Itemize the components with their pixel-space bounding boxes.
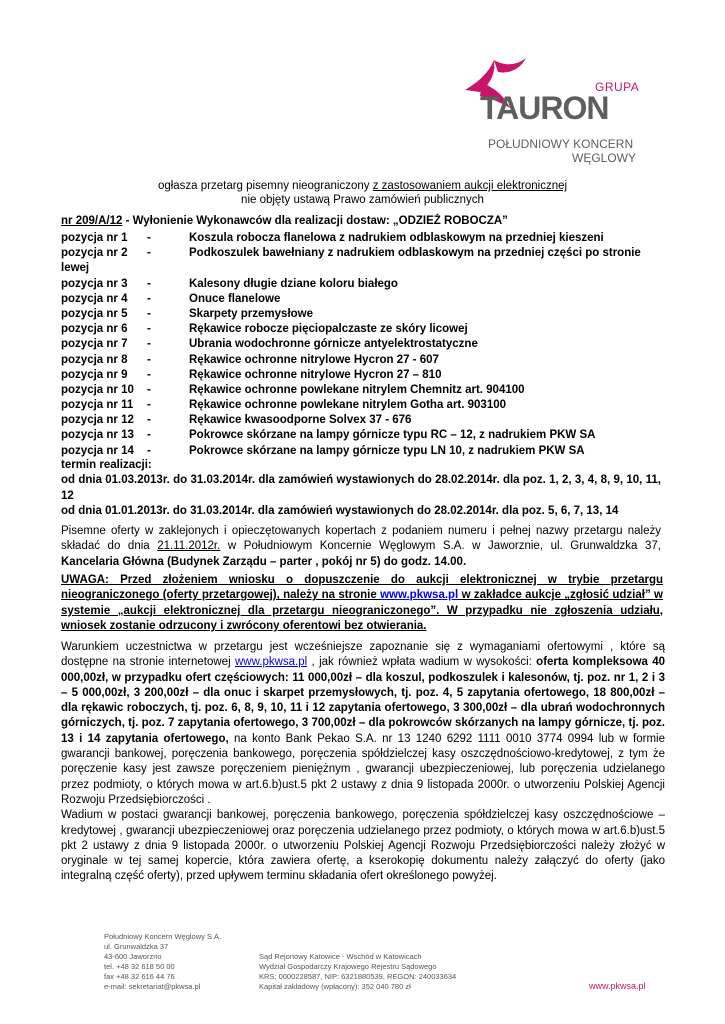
- intro-line-2: nie objęty ustawą Prawo zamówień publicznych: [241, 194, 484, 206]
- position-label: pozycja nr 14: [61, 444, 134, 457]
- position-dash: -: [147, 399, 151, 412]
- position-row: [61, 246, 671, 261]
- position-text: Rękawice ochronne powlekane nitrylem Chemnitz art. 904100: [189, 383, 525, 396]
- uwaga-text-end: w zakładce aukcje „zgłosić udział” w systemie „aukcji elektronicznej dla przetargu nieograniczonego”. W przypadku nie zgłoszenia udziału, wniosek zostanie odrzucony i zwrócony oferentowi bez otwierania.: [61, 589, 663, 632]
- position-row: [61, 353, 671, 368]
- position-text: Skarpety przemysłowe: [189, 307, 314, 320]
- offers-date: 21.11.2012r.: [157, 540, 221, 553]
- position-dash: -: [147, 323, 151, 336]
- position-label: pozycja nr 8: [61, 353, 128, 366]
- conditions-paragraph-1: [61, 640, 665, 808]
- position-text: Kalesony długie dziane koloru białego: [189, 277, 398, 290]
- position-row: [61, 322, 671, 337]
- footer-line: 43-600 Jaworzno: [104, 952, 162, 961]
- position-label: pozycja nr 5: [61, 307, 128, 320]
- tender-number: nr 209/A/12: [61, 215, 123, 227]
- position-row: [61, 337, 671, 352]
- position-dash: -: [147, 414, 151, 427]
- offers-paragraph: [61, 524, 661, 570]
- position-label: pozycja nr 3: [61, 277, 128, 290]
- term-section: [61, 458, 661, 519]
- conditions-paragraph-2: Wadium w postaci gwarancji bankowej, poręczenia bankowego, poręczenia spółdzielczej kasy oszczędnościowe – kredytowej , gwarancji ubezpieczeniowej oraz poręczenia udzielanego przez podmioty, o których mowa w art.6.b)ust.5 pkt 2 ustawy z dnia 9 listopada 2000r. o utworzeniu Polskiej Agencji Rozwoju Przedsiębiorczości należy złożyć w oryginale w tej samej kopercie, która zawiera ofertę, a kserokopię dokumentu należy załączyć do oferty (jako integralną część oferty), przed upływem terminu składania ofert określonego powyżej.: [61, 809, 665, 883]
- footer-line: Kapitał zakładowy (wpłacony): 352 040 780 zł: [259, 982, 411, 991]
- position-text: Pokrowce skórzane na lampy górnicze typu RC – 12, z nadrukiem PKW SA: [189, 429, 596, 442]
- tender-title: [61, 215, 508, 227]
- position-text: Rękawice ochronne nitrylowe Hycron 27 - 607: [189, 353, 439, 366]
- tauron-logo: [460, 52, 670, 167]
- position-label: pozycja nr 10: [61, 383, 134, 396]
- position-row: [61, 413, 671, 428]
- uwaga-link[interactable]: www.pkwsa.pl: [380, 589, 459, 602]
- position-row: [61, 231, 671, 246]
- position-text: Koszula robocza flanelowa z nadrukiem odblaskowym na przedniej kieszeni: [189, 232, 604, 244]
- position-label: pozycja nr 7: [61, 338, 128, 351]
- footer-website-link[interactable]: www.pkwsa.pl: [589, 981, 646, 991]
- conditions-deposit-amounts: oferta kompleksowa 40 000,00zł, w przypadku ofert częściowych: 11 000,00zł – dla koszul, podkoszulek i kalesonów, tj. poz. nr 1, 2 i 3 – 5 000,00zł, 3 200,00zł – dla onuc i skarpet przemysłowych, tj. poz. 4, 5 zapytania ofertowego, 18 800,00zł – dla rękawic roboczych, tj. poz. 6, 8, 9, 10, 11 i 12 zapytania ofertowego, 3 300,00zł – dla ubrań wodochronnych górniczych, tj. poz. 7 zapytania ofertowego, 3 700,00zł – dla pokrowców skórzanych na lampy górnicze, tj. poz. 13 i 14 zapytania ofertowego,: [61, 656, 665, 745]
- conditions-text: Warunkiem uczestnictwa w przetargu jest wcześniejsze zapoznanie się z wymaganiami ofertowymi , które są dostępne na stronie internetowej: [61, 641, 665, 669]
- position-dash: -: [147, 307, 151, 320]
- offers-address: w Południowym Koncernie Węglowym S.A. w Jaworznie, ul. Grunwaldzka 37,: [220, 540, 661, 553]
- logo-grupa: GRUPA: [595, 80, 640, 94]
- position-text-cont: lewej: [61, 262, 90, 275]
- position-label: pozycja nr 9: [61, 368, 128, 381]
- position-dash: -: [147, 429, 151, 442]
- position-text: Rękawice kwasoodporne Solvex 37 - 676: [189, 414, 412, 427]
- footer-line: Południowy Koncern Węglowy S.A.: [104, 932, 222, 941]
- footer-line: e-mail: sekretariat@pkwsa.pl: [104, 982, 201, 991]
- position-text: Podkoszulek bawełniany z nadrukiem odblaskowym na przedniej części po stronie: [189, 247, 641, 260]
- positions-list: [61, 231, 671, 459]
- position-dash: -: [147, 353, 151, 366]
- uwaga-paragraph: [61, 573, 663, 634]
- position-text: Ubrania wodochronne górnicze antyelektrostatyczne: [189, 338, 478, 351]
- conditions-link[interactable]: www.pkwsa.pl: [234, 656, 308, 669]
- footer-registry: [259, 952, 456, 992]
- position-row-continuation: [61, 261, 671, 276]
- footer-line: tel. +48 32 618 50 00: [104, 962, 175, 971]
- position-text: Onuce flanelowe: [189, 292, 281, 305]
- position-row: [61, 428, 671, 443]
- position-dash: -: [147, 277, 151, 290]
- conditions-section: [61, 640, 665, 885]
- position-row: [61, 368, 671, 383]
- offers-section: [61, 524, 661, 570]
- term-line-2: od dnia 01.01.2013r. do 31.03.2014r. dla zamówień wystawionych do 28.02.2014r. dla poz. 5, 6, 7, 13, 14: [61, 504, 619, 517]
- position-dash: -: [147, 444, 151, 457]
- footer-line: Wydział Gospodarczy Krajowego Rejestru Sądowego: [259, 962, 437, 971]
- position-row: [61, 292, 671, 307]
- position-label: pozycja nr 12: [61, 414, 134, 427]
- footer-line: fax +48 32 616 44 76: [104, 972, 175, 981]
- position-dash: -: [147, 292, 151, 305]
- position-label: pozycja nr 11: [61, 399, 134, 412]
- position-dash: -: [147, 232, 151, 244]
- position-row: [61, 383, 671, 398]
- position-label: pozycja nr 6: [61, 323, 128, 336]
- position-dash: -: [147, 338, 151, 351]
- tender-description: - Wyłonienie Wykonawców dla realizacji dostaw: „ODZIEŻ ROBOCZA”: [122, 215, 508, 227]
- position-text: Pokrowce skórzane na lampy górnicze typu LN 10, z nadrukiem PKW SA: [189, 444, 585, 457]
- position-dash: -: [147, 383, 151, 396]
- position-label: pozycja nr 13: [61, 429, 134, 442]
- position-row: [61, 444, 671, 459]
- position-text: Rękawice robocze pięciopalczaste ze skóry licowej: [189, 323, 468, 336]
- position-label: pozycja nr 4: [61, 292, 128, 305]
- footer-line: Sąd Rejonowy Katowice - Wschód w Katowicach: [259, 952, 422, 961]
- offers-text: Pisemne oferty w zaklejonych i opieczętowanych kopertach z podaniem numeru i pełnej nazwy przetargu należy składać do dnia: [61, 525, 661, 553]
- footer-line: KRS: 0000228587, NIP: 6321880539, REGON: 240033634: [259, 972, 457, 981]
- position-label: pozycja nr 1: [61, 232, 128, 244]
- position-text: Rękawice ochronne nitrylowe Hycron 27 – 810: [189, 368, 442, 381]
- uwaga-text: UWAGA: Przed złożeniem wniosku o dopuszczenie do aukcji elektronicznej w trybie przetargu nieograniczonego (oferty przetargowej), należy na stronie: [61, 574, 663, 602]
- intro-underlined: z zastosowaniem aukcji elektronicznej: [372, 180, 568, 192]
- term-line-1: od dnia 01.03.2013r. do 31.03.2014r. dla zamówień wystawionych do 28.02.2014r. dla poz. 1, 2, 3, 4, 8, 9, 10, 11, 12: [61, 474, 661, 502]
- uwaga-section: [61, 573, 663, 634]
- logo-subtitle-2: WĘGLOWY: [572, 151, 637, 165]
- term-heading: termin realizacji:: [61, 459, 152, 471]
- position-row: [61, 398, 671, 413]
- conditions-text-2: , jak również wpłata wadium w wysokości:: [307, 656, 537, 669]
- conditions-text-3: na konto Bank Pekao S.A. nr 13 1240 6292 1111 0010 3774 0994 lub w formie gwarancji bankowej, poręczenia bankowego, poręczenia spółdzielczej kasy oszczędnościowo-kredytowej, z tym że poręczenie kasy jest zawsze poręczeniem pieniężnym , gwarancji ubezpieczeniowej, lub poręczenia udzielanego przez podmioty, o których mowa w art.6.b)ust.5 pkt 2 ustawy z dnia 9 listopada 2000r. o utworzeniu Polskiej Agencji Rozwoju Przedsiębiorczości .: [61, 732, 665, 806]
- intro-text: ogłasza przetarg pisemny nieograniczony: [157, 180, 373, 192]
- position-row: [61, 277, 671, 292]
- position-dash: -: [147, 368, 151, 381]
- position-text: Rękawice ochronne powlekane nitrylem Gotha art. 903100: [189, 399, 507, 412]
- intro-line-1: [0, 179, 725, 194]
- offers-office: Kancelaria Główna (Budynek Zarządu – parter , pokój nr 5) do godz. 14.00.: [61, 555, 467, 568]
- footer-line: ul. Grunwaldzka 37: [104, 942, 169, 951]
- logo-subtitle-1: POŁUDNIOWY KONCERN: [488, 137, 634, 151]
- footer-company: [104, 932, 221, 992]
- position-row: [61, 307, 671, 322]
- position-dash: -: [147, 247, 151, 260]
- position-label: pozycja nr 2: [61, 247, 128, 260]
- logo-name: TAURON: [480, 90, 609, 126]
